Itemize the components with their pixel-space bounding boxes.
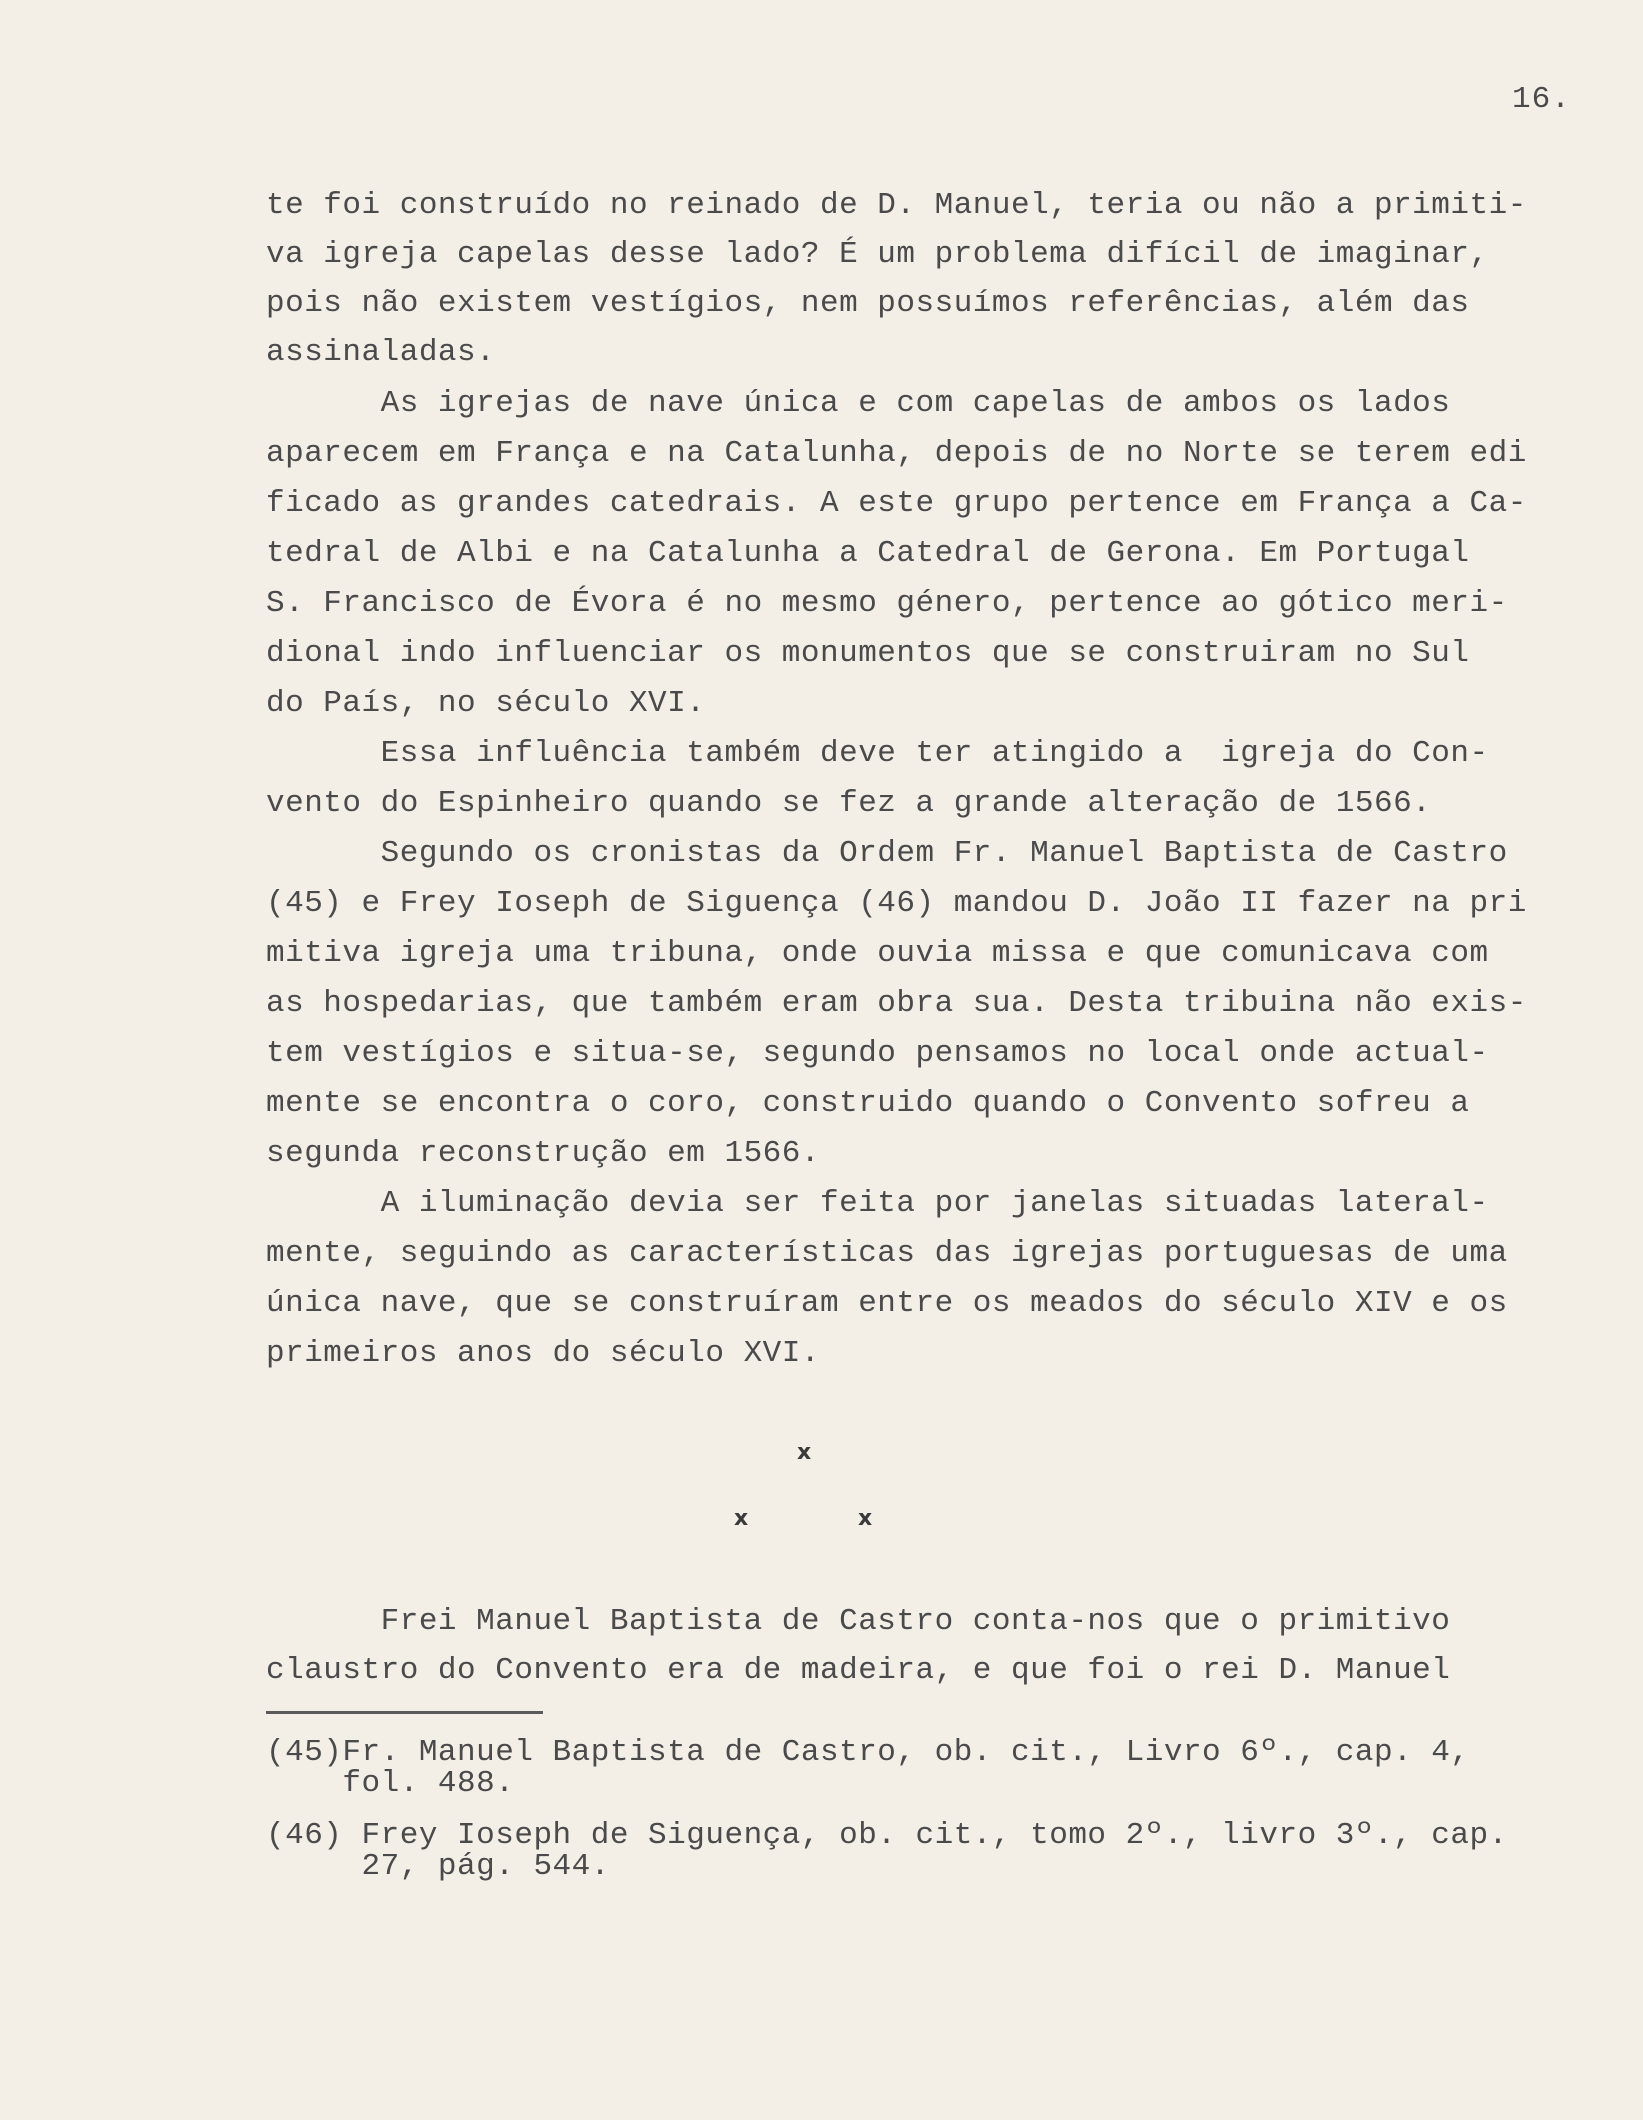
body-line: do País, no século XVI.: [266, 686, 706, 721]
asterism-mark: x: [858, 1506, 873, 1531]
footnote-46-line2: 27, pág. 544.: [266, 1849, 610, 1884]
body-line: As igrejas de nave única e com capelas de ambos os lados: [266, 386, 1451, 421]
body-line: pois não existem vestígios, nem possuímos referências, além das: [266, 286, 1470, 321]
footnote-45-line1: (45)Fr. Manuel Baptista de Castro, ob. cit., Livro 6º., cap. 4,: [266, 1735, 1470, 1770]
body-line: segunda reconstrução em 1566.: [266, 1136, 820, 1171]
body-line: Essa influência também deve ter atingido a igreja do Con-: [266, 736, 1489, 771]
body-line: S. Francisco de Évora é no mesmo género, pertence ao gótico meri-: [266, 586, 1508, 621]
asterism-mark: x: [797, 1440, 812, 1465]
footnote-46-line1: (46) Frey Ioseph de Siguença, ob. cit., tomo 2º., livro 3º., cap.: [266, 1818, 1508, 1853]
body-line: única nave, que se construíram entre os meados do século XIV e os: [266, 1286, 1508, 1321]
body-line: mente, seguindo as características das igrejas portuguesas de uma: [266, 1236, 1508, 1271]
body-line: aparecem em França e na Catalunha, depois de no Norte se terem edi: [266, 436, 1527, 471]
footnote-45-line2: fol. 488.: [266, 1766, 515, 1801]
footnote-divider: [266, 1711, 543, 1714]
body-line: assinaladas.: [266, 335, 496, 370]
body-line: va igreja capelas desse lado? É um problema difícil de imaginar,: [266, 237, 1489, 272]
body-line: primeiros anos do século XVI.: [266, 1336, 820, 1371]
body-line: ficado as grandes catedrais. A este grupo pertence em França a Ca-: [266, 486, 1527, 521]
body-line: tem vestígios e situa-se, segundo pensamos no local onde actual-: [266, 1036, 1489, 1071]
page-number: 16.: [1512, 82, 1571, 117]
body-line: mitiva igreja uma tribuna, onde ouvia missa e que comunicava com: [266, 936, 1489, 971]
asterism-mark: x: [734, 1506, 749, 1531]
body-line: A iluminação devia ser feita por janelas situadas lateral-: [266, 1186, 1489, 1221]
body-line: tedral de Albi e na Catalunha a Catedral de Gerona. Em Portugal: [266, 536, 1470, 571]
body-line: vento do Espinheiro quando se fez a grande alteração de 1566.: [266, 786, 1432, 821]
body-line: mente se encontra o coro, construido quando o Convento sofreu a: [266, 1086, 1470, 1121]
body-line: te foi construído no reinado de D. Manuel, teria ou não a primiti-: [266, 188, 1527, 223]
body-line: Frei Manuel Baptista de Castro conta-nos que o primitivo: [266, 1604, 1451, 1639]
body-line: dional indo influenciar os monumentos que se construiram no Sul: [266, 636, 1470, 671]
body-line: claustro do Convento era de madeira, e que foi o rei D. Manuel: [266, 1653, 1451, 1688]
body-line: as hospedarias, que também eram obra sua. Desta tribuina não exis-: [266, 986, 1527, 1021]
body-line: (45) e Frey Ioseph de Siguença (46) mandou D. João II fazer na pri: [266, 886, 1527, 921]
body-line: Segundo os cronistas da Ordem Fr. Manuel Baptista de Castro: [266, 836, 1508, 871]
